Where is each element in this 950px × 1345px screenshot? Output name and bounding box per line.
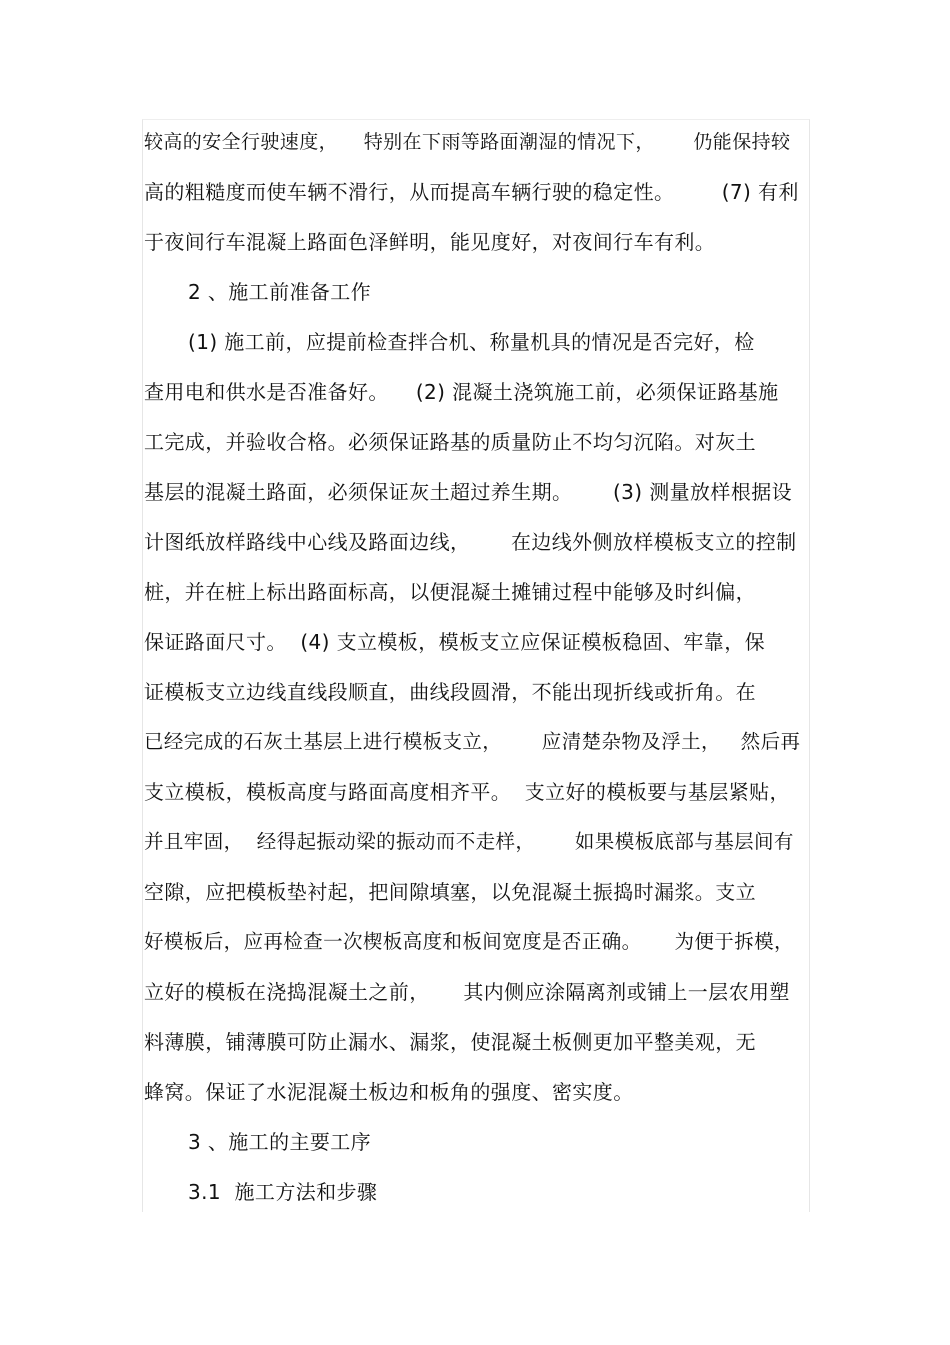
- paragraph-line: 好模板后，应再检查一次楔板高度和板间宽度是否正确。 为便于拆模，: [144, 930, 794, 953]
- paragraph-line: 空隙，应把模板垫衬起，把间隙填塞，以免混凝土振捣时漏浆。支立: [144, 880, 756, 904]
- paragraph-line: 已经完成的石灰土基层上进行模板支立， 应清楚杂物及浮土， 然后再: [144, 730, 801, 753]
- paragraph-line: 支立模板，模板高度与路面高度相齐平。 支立好的模板要与基层紧贴，: [144, 780, 790, 804]
- section-heading: 3 、施工的主要工序: [188, 1130, 372, 1154]
- paragraph-line: 证模板支立边线直线段顺直，曲线段圆滑，不能出现折线或折角。在: [144, 680, 756, 704]
- paragraph-line: 高的粗糙度而使车辆不滑行，从而提高车辆行驶的稳定性。 (7) 有利: [144, 180, 799, 204]
- paragraph-line: 蜂窝。保证了水泥混凝土板边和板角的强度、密实度。: [144, 1080, 634, 1104]
- paragraph-line: 计图纸放样路线中心线及路面边线， 在边线外侧放样模板支立的控制: [144, 530, 797, 554]
- paragraph-line: 于夜间行车混凝上路面色泽鲜明，能见度好，对夜间行车有利。: [144, 230, 716, 254]
- subsection-heading: 3.1 施工方法和步骤: [188, 1180, 378, 1204]
- paragraph-line: 工完成，并验收合格。必须保证路基的质量防止不均匀沉陷。对灰土: [144, 430, 756, 454]
- paragraph-line: 基层的混凝土路面，必须保证灰土超过养生期。 (3) 测量放样根据设: [144, 480, 793, 504]
- paragraph-line: 并且牢固， 经得起振动梁的振动而不走样， 如果模板底部与基层间有: [144, 830, 794, 853]
- paragraph-line: 保证路面尺寸。 (4) 支立模板，模板支立应保证模板稳固、牢靠，保: [144, 630, 766, 654]
- paragraph-line: 桩，并在桩上标出路面标高，以便混凝土摊铺过程中能够及时纠偏，: [144, 580, 756, 604]
- paragraph-line: 立好的模板在浇捣混凝土之前， 其内侧应涂隔离剂或铺上一层农用塑: [144, 980, 790, 1004]
- paragraph-line: 查用电和供水是否准备好。 (2) 混凝土浇筑施工前，必须保证路基施: [144, 380, 779, 404]
- paragraph-line: 料薄膜，铺薄膜可防止漏水、漏浆，使混凝土板侧更加平整美观，无: [144, 1030, 756, 1054]
- paragraph-line: 较高的安全行驶速度， 特别在下雨等路面潮湿的情况下， 仍能保持较: [144, 131, 791, 153]
- section-heading: 2 、施工前准备工作: [188, 280, 372, 304]
- paragraph-line: (1) 施工前，应提前检查拌合机、称量机具的情况是否完好，检: [188, 330, 755, 354]
